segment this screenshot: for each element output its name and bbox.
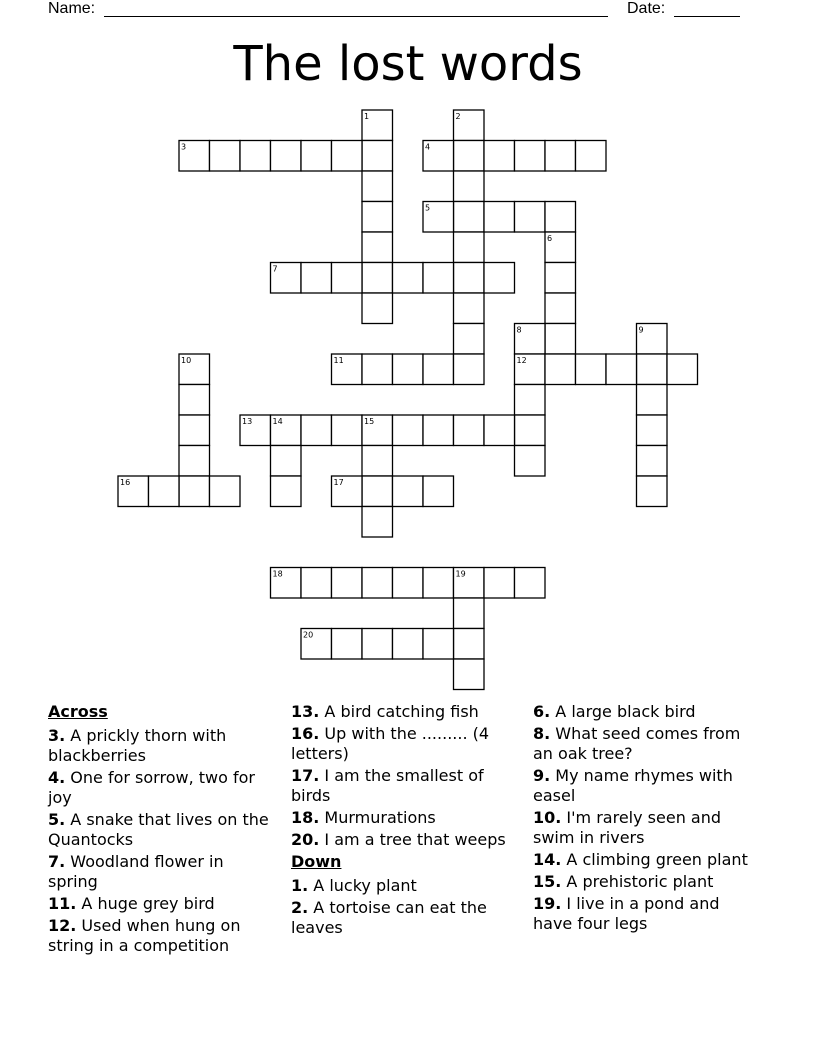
grid-cell[interactable] — [454, 659, 485, 690]
grid-cell[interactable] — [179, 476, 210, 507]
grid-cell[interactable] — [667, 354, 698, 385]
clue-text: A bird catching fish — [319, 702, 479, 721]
cell-number: 17 — [333, 478, 344, 487]
clue-item — [48, 768, 273, 808]
clue-item — [533, 872, 758, 892]
grid-cell[interactable] — [423, 263, 454, 294]
clue-item — [48, 810, 273, 850]
date-label: Date: — [627, 0, 666, 17]
grid-cell[interactable] — [301, 141, 332, 172]
grid-cell[interactable] — [362, 141, 393, 172]
clue-item — [533, 808, 758, 848]
clue-number: 6. — [533, 702, 551, 721]
clue-item — [48, 726, 273, 766]
grid-cell[interactable] — [454, 415, 485, 446]
clue-text: A tortoise can eat the leaves — [291, 898, 487, 937]
name-label: Name: — [48, 0, 96, 17]
grid-cell[interactable] — [484, 263, 515, 294]
grid-cell[interactable] — [393, 415, 424, 446]
grid-cell[interactable] — [362, 629, 393, 660]
cell-number: 4 — [425, 142, 431, 152]
clue-number: 9. — [533, 766, 551, 785]
grid-cell[interactable] — [423, 568, 454, 599]
grid-cell[interactable] — [576, 354, 607, 385]
cell-number: 12 — [516, 356, 527, 365]
grid-cell[interactable] — [423, 415, 454, 446]
clue-number: 17. — [291, 766, 320, 785]
clue-text: A prickly thorn with blackberries — [48, 726, 227, 765]
clue-item — [48, 894, 273, 914]
clue-text: My name rhymes with easel — [533, 766, 733, 805]
grid-cell[interactable] — [271, 141, 302, 172]
clue-item — [291, 830, 516, 850]
grid-cell[interactable] — [362, 263, 393, 294]
cell-number: 20 — [303, 630, 314, 640]
grid-cell[interactable] — [393, 263, 424, 294]
cell-number: 3 — [181, 142, 187, 152]
grid-cell[interactable] — [545, 263, 576, 294]
clue-item — [291, 766, 516, 806]
clue-item — [48, 916, 273, 956]
grid-cell[interactable] — [576, 141, 607, 172]
grid-cell[interactable] — [362, 568, 393, 599]
grid-cell[interactable] — [545, 202, 576, 233]
grid-cell[interactable] — [484, 202, 515, 233]
grid-cell[interactable] — [545, 354, 576, 385]
clue-number: 2. — [291, 898, 309, 917]
grid-cell[interactable] — [606, 354, 637, 385]
cell-number: 8 — [516, 325, 522, 335]
grid-cell[interactable] — [179, 415, 210, 446]
grid-cell[interactable] — [393, 354, 424, 385]
grid-cell[interactable] — [484, 415, 515, 446]
clue-number: 4. — [48, 768, 66, 787]
grid-cell[interactable] — [545, 293, 576, 324]
grid-cell[interactable] — [545, 324, 576, 355]
clue-number: 1. — [291, 876, 309, 895]
clue-text: I am a tree that weeps — [319, 830, 506, 849]
grid-cell[interactable] — [454, 232, 485, 263]
grid-cell[interactable] — [362, 293, 393, 324]
grid-cell[interactable] — [484, 568, 515, 599]
grid-cell[interactable] — [179, 385, 210, 416]
grid-cell[interactable] — [515, 385, 546, 416]
grid-cell[interactable] — [393, 629, 424, 660]
grid-cell[interactable] — [210, 141, 241, 172]
grid-cell[interactable] — [362, 507, 393, 538]
grid-cell[interactable] — [332, 141, 363, 172]
clue-text: I'm rarely seen and swim in rivers — [533, 808, 722, 847]
grid-cell[interactable] — [423, 354, 454, 385]
grid-cell[interactable] — [454, 324, 485, 355]
clue-item — [291, 702, 516, 722]
clue-heading: Down — [291, 852, 342, 871]
grid-cell[interactable] — [332, 629, 363, 660]
clue-number: 8. — [533, 724, 551, 743]
clue-number: 11. — [48, 894, 77, 913]
clue-item — [291, 898, 516, 938]
grid-cell[interactable] — [454, 354, 485, 385]
grid-cell[interactable] — [454, 629, 485, 660]
clue-number: 5. — [48, 810, 66, 829]
grid-cell[interactable] — [149, 476, 180, 507]
grid-cell[interactable] — [210, 476, 241, 507]
grid-cell[interactable] — [454, 141, 485, 172]
grid-cell[interactable] — [393, 476, 424, 507]
grid-cell[interactable] — [454, 263, 485, 294]
grid-cell[interactable] — [515, 568, 546, 599]
clue-item — [291, 876, 516, 896]
clue-text: A lucky plant — [308, 876, 417, 895]
clue-number: 10. — [533, 808, 562, 827]
grid-cell[interactable] — [515, 141, 546, 172]
clue-text: A climbing green plant — [561, 850, 748, 869]
grid-cell[interactable] — [301, 568, 332, 599]
grid-cell[interactable] — [515, 415, 546, 446]
clue-text: A large black bird — [550, 702, 696, 721]
cell-number: 6 — [547, 234, 553, 243]
grid-cell[interactable] — [179, 446, 210, 477]
clue-item — [533, 850, 758, 870]
page-title: The lost words — [233, 36, 583, 92]
clue-item — [291, 724, 516, 764]
cell-number: 10 — [181, 356, 192, 365]
clue-text: Up with the ......... (4 letters) — [291, 724, 490, 763]
clue-item — [533, 702, 758, 722]
grid-cell[interactable] — [362, 446, 393, 477]
clue-number: 12. — [48, 916, 77, 935]
clue-text: Murmurations — [319, 808, 436, 827]
clues-column-1 — [48, 702, 273, 958]
clue-number: 16. — [291, 724, 320, 743]
clues-column-3 — [533, 702, 758, 936]
grid-cell[interactable] — [454, 598, 485, 629]
cell-number: 1 — [364, 112, 370, 121]
cell-number: 9 — [638, 325, 644, 335]
grid-cell[interactable] — [423, 629, 454, 660]
grid-cell[interactable] — [271, 476, 302, 507]
grid-cell[interactable] — [515, 446, 546, 477]
clues-column-2 — [291, 702, 516, 940]
clue-text: One for sorrow, two for joy — [48, 768, 255, 807]
cell-number: 15 — [364, 417, 375, 426]
grid-cell[interactable] — [637, 476, 668, 507]
clue-item — [48, 852, 273, 892]
grid-cell[interactable] — [332, 568, 363, 599]
clue-text: I am the smallest of birds — [291, 766, 484, 805]
clue-item — [533, 724, 758, 764]
cell-number: 11 — [333, 356, 344, 365]
grid-cell[interactable] — [423, 476, 454, 507]
cell-number: 16 — [120, 478, 131, 487]
clue-text: Used when hung on string in a competition — [48, 916, 241, 955]
clue-number: 14. — [533, 850, 562, 869]
clue-item — [291, 808, 516, 828]
grid-cell[interactable] — [240, 141, 271, 172]
grid-cell[interactable] — [545, 141, 576, 172]
clue-item — [533, 894, 758, 934]
clue-number: 19. — [533, 894, 562, 913]
clue-number: 20. — [291, 830, 320, 849]
grid-cell[interactable] — [454, 202, 485, 233]
clue-number: 3. — [48, 726, 66, 745]
cell-number: 14 — [272, 417, 283, 426]
grid-cell[interactable] — [515, 202, 546, 233]
grid-cell[interactable] — [484, 141, 515, 172]
cell-number: 19 — [455, 569, 466, 579]
grid-cell[interactable] — [637, 354, 668, 385]
clue-text: A snake that lives on the Quantocks — [48, 810, 269, 849]
clue-item — [533, 766, 758, 806]
clue-text: Woodland flower in spring — [48, 852, 224, 891]
grid-cell[interactable] — [301, 415, 332, 446]
cell-number: 2 — [455, 112, 461, 121]
grid-cell[interactable] — [271, 446, 302, 477]
grid-cell[interactable] — [362, 232, 393, 263]
clue-text: What seed comes from an oak tree? — [533, 724, 741, 763]
cell-number: 18 — [272, 569, 283, 579]
grid-cell[interactable] — [332, 263, 363, 294]
clue-number: 18. — [291, 808, 320, 827]
cell-number: 7 — [272, 264, 278, 274]
grid-cell[interactable] — [362, 171, 393, 202]
grid-cell[interactable] — [362, 354, 393, 385]
clue-heading: Across — [48, 702, 108, 721]
grid-cell[interactable] — [393, 568, 424, 599]
cell-number: 5 — [425, 203, 431, 213]
grid-cell[interactable] — [301, 263, 332, 294]
clue-number: 15. — [533, 872, 562, 891]
cell-number: 13 — [242, 417, 253, 426]
clue-text: A huge grey bird — [76, 894, 215, 913]
grid-cell[interactable] — [637, 446, 668, 477]
grid-cell[interactable] — [362, 202, 393, 233]
clue-text: A prehistoric plant — [561, 872, 714, 891]
clue-number: 13. — [291, 702, 320, 721]
grid-cell[interactable] — [332, 415, 363, 446]
grid-cell[interactable] — [454, 171, 485, 202]
grid-cell[interactable] — [637, 415, 668, 446]
clue-text: I live in a pond and have four legs — [533, 894, 720, 933]
grid-cell[interactable] — [454, 293, 485, 324]
grid-cell[interactable] — [362, 476, 393, 507]
clue-number: 7. — [48, 852, 66, 871]
grid-cell[interactable] — [637, 385, 668, 416]
